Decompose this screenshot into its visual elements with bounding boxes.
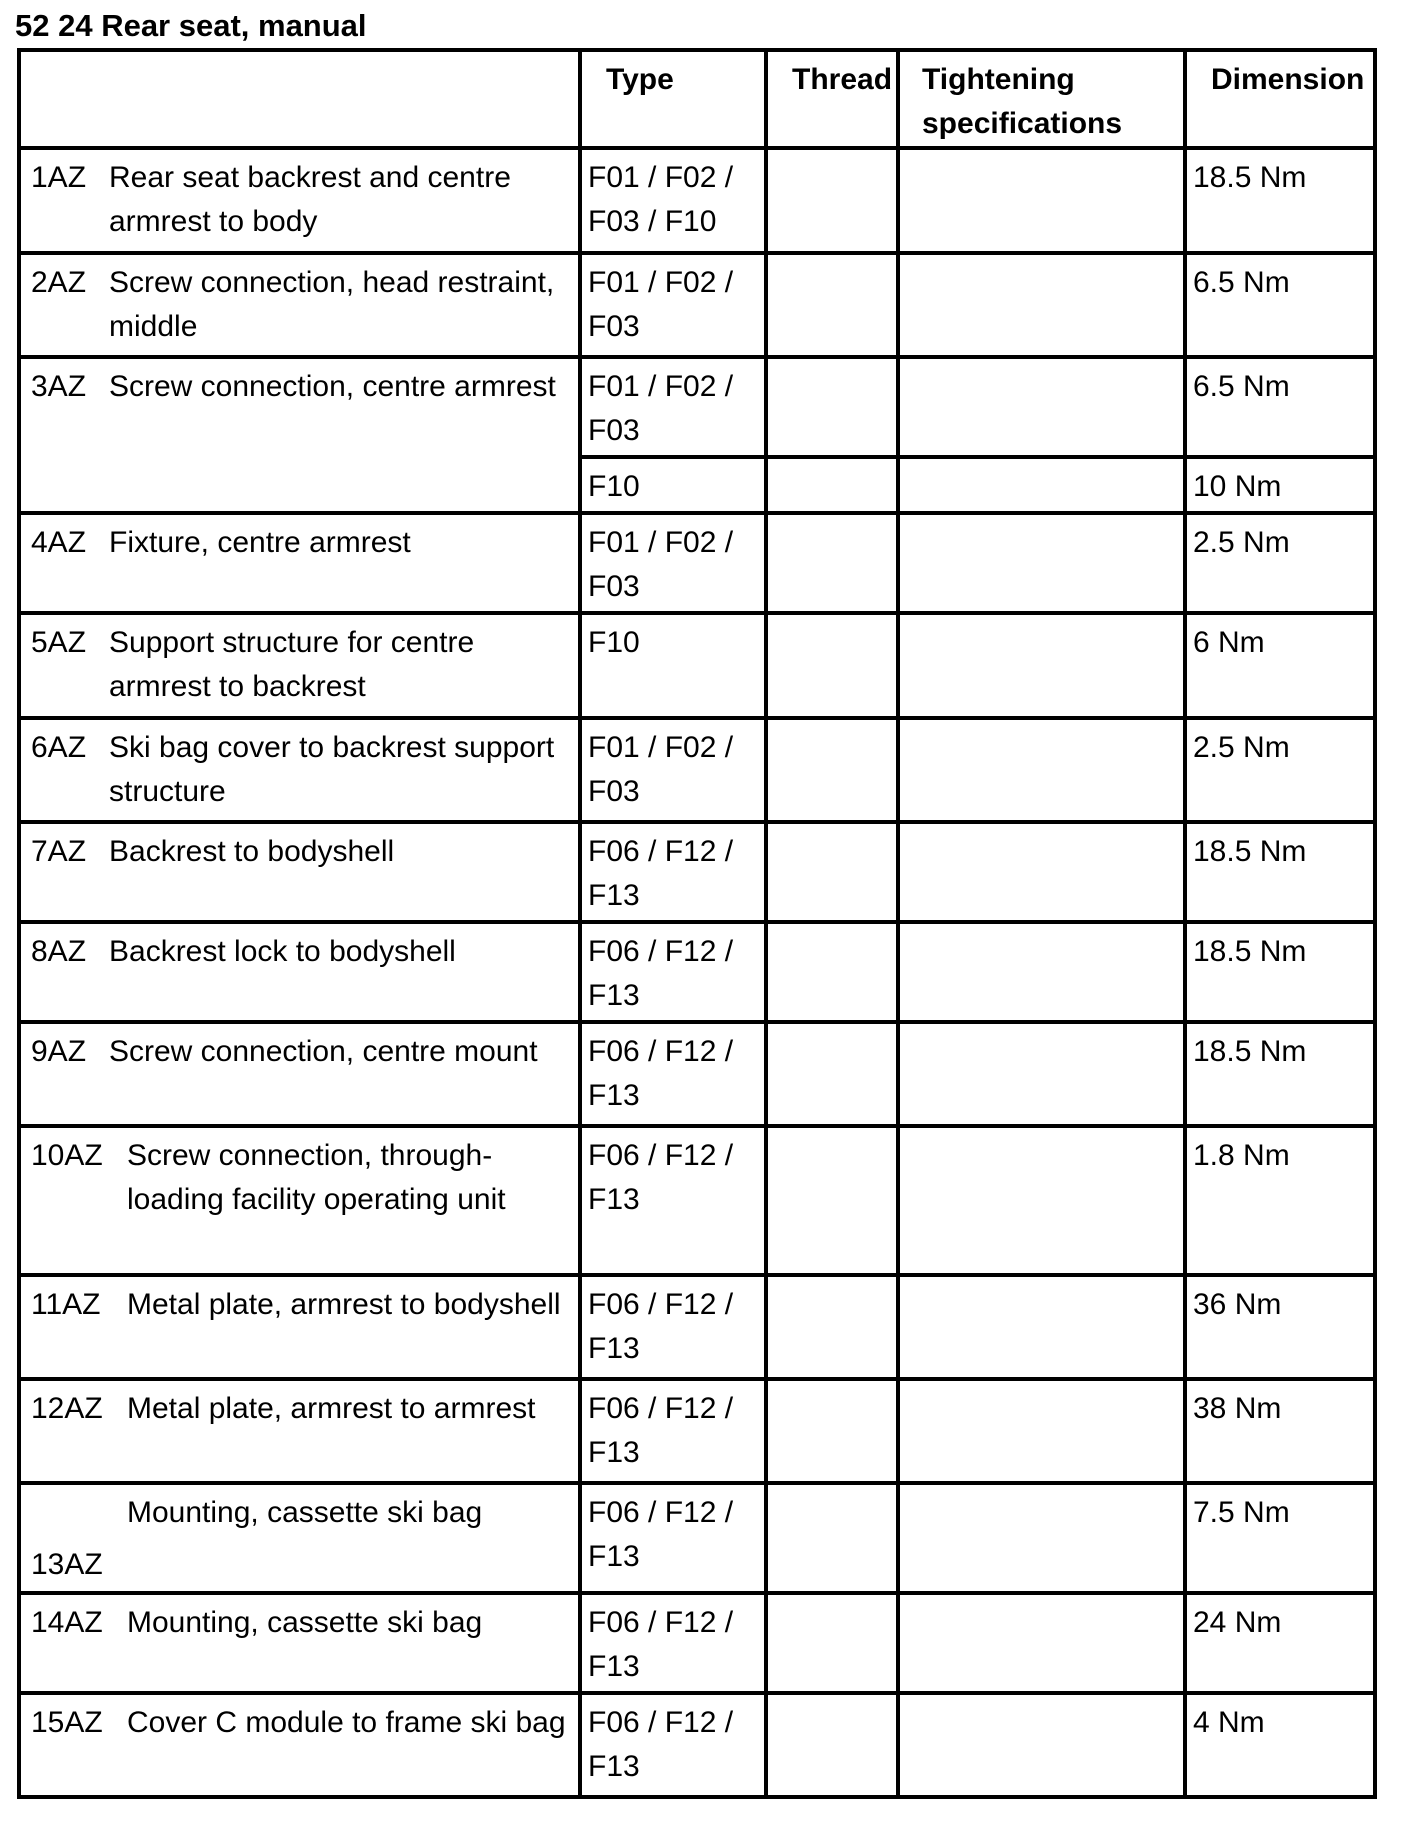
dimension-cell-text: 18.5 Nm	[1193, 161, 1307, 194]
type-cell	[580, 1126, 766, 1275]
type-cell	[580, 1693, 766, 1797]
thread-cell	[766, 253, 898, 357]
dimension-cell	[1185, 1022, 1375, 1126]
type-cell	[580, 357, 766, 457]
dimension-cell-text: 4 Nm	[1193, 1706, 1265, 1739]
item-description: Fixture, centre armrest	[109, 526, 411, 559]
dimension-cell	[1185, 1126, 1375, 1275]
dimension-cell	[1185, 1275, 1375, 1379]
type-cell	[580, 718, 766, 822]
item-code: 2AZ	[31, 266, 87, 299]
item-description: Rear seat backrest and centre armrest to body	[109, 161, 511, 238]
type-cell-text: F06 / F12 / F13	[588, 835, 734, 912]
table-row	[19, 1483, 1375, 1593]
item-cell	[19, 1483, 580, 1593]
item-code: 15AZ	[31, 1706, 103, 1739]
dimension-cell-text: 2.5 Nm	[1193, 731, 1290, 764]
thread-cell	[766, 513, 898, 613]
item-description: Mounting, cassette ski bag	[127, 1606, 483, 1639]
item-cell	[19, 1022, 580, 1126]
dimension-cell-text: 18.5 Nm	[1193, 935, 1307, 968]
thread-cell	[766, 1483, 898, 1593]
dimension-cell	[1185, 1483, 1375, 1593]
dimension-cell-text: 6.5 Nm	[1193, 370, 1290, 403]
header-type	[580, 50, 766, 148]
item-description: Cover C module to frame ski bag	[127, 1706, 566, 1739]
type-cell	[580, 457, 766, 513]
thread-cell	[766, 1022, 898, 1126]
item-code: 6AZ	[31, 731, 87, 764]
table-row	[19, 1379, 1375, 1483]
type-cell	[580, 148, 766, 253]
item-code: 10AZ	[31, 1139, 103, 1172]
dimension-cell-text: 6 Nm	[1193, 626, 1265, 659]
item-code: 12AZ	[31, 1392, 103, 1425]
item-code: 9AZ	[31, 1035, 87, 1068]
table-row	[19, 253, 1375, 357]
tightening-cell	[898, 148, 1185, 253]
page-title: 52 24 Rear seat, manual	[15, 8, 367, 43]
dimension-cell	[1185, 457, 1375, 513]
type-cell-text: F06 / F12 / F13	[588, 1139, 734, 1216]
type-cell-text: F01 / F02 / F03	[588, 731, 734, 808]
thread-cell	[766, 822, 898, 922]
dimension-cell-text: 36 Nm	[1193, 1288, 1282, 1321]
item-cell	[19, 822, 580, 922]
type-cell-text: F06 / F12 / F13	[588, 1606, 734, 1683]
item-cell	[19, 718, 580, 822]
table-row	[19, 357, 1375, 457]
dimension-cell	[1185, 613, 1375, 718]
dimension-cell-text: 18.5 Nm	[1193, 1035, 1307, 1068]
tightening-cell	[898, 1275, 1185, 1379]
dimension-cell-text: 10 Nm	[1193, 470, 1282, 503]
table-row	[19, 148, 1375, 253]
item-cell	[19, 1126, 580, 1275]
table-body	[19, 148, 1375, 1797]
dimension-cell-text: 18.5 Nm	[1193, 835, 1307, 868]
dimension-cell	[1185, 148, 1375, 253]
item-cell	[19, 253, 580, 357]
item-code: 7AZ	[31, 835, 87, 868]
type-cell	[580, 922, 766, 1022]
type-cell-text: F06 / F12 / F13	[588, 1035, 734, 1112]
tightening-cell	[898, 1379, 1185, 1483]
thread-cell	[766, 148, 898, 253]
tightening-cell	[898, 613, 1185, 718]
tightening-cell	[898, 822, 1185, 922]
dimension-cell	[1185, 822, 1375, 922]
item-cell	[19, 513, 580, 613]
type-cell	[580, 513, 766, 613]
spec-table	[17, 48, 1377, 1799]
type-cell-text: F06 / F12 / F13	[588, 1392, 734, 1469]
thread-cell	[766, 718, 898, 822]
item-description: Support structure for centre armrest to backrest	[109, 626, 475, 703]
item-description: Screw connection, through-loading facility operating unit	[127, 1139, 506, 1216]
thread-cell	[766, 1126, 898, 1275]
header-dimension	[1185, 50, 1375, 148]
dimension-cell	[1185, 1693, 1375, 1797]
item-cell	[19, 922, 580, 1022]
type-cell-text: F06 / F12 / F13	[588, 1288, 734, 1365]
type-cell	[580, 1593, 766, 1693]
header-thread	[766, 50, 898, 148]
tightening-cell	[898, 1126, 1185, 1275]
type-cell	[580, 822, 766, 922]
dimension-cell-text: 1.8 Nm	[1193, 1139, 1290, 1172]
thread-cell	[766, 1275, 898, 1379]
thread-cell	[766, 357, 898, 457]
item-code: 8AZ	[31, 935, 87, 968]
header-dimension-label: Dimension	[1211, 63, 1365, 96]
thread-cell	[766, 922, 898, 1022]
tightening-cell	[898, 357, 1185, 457]
item-code: 3AZ	[31, 370, 87, 403]
table-row	[19, 1593, 1375, 1693]
item-code: 4AZ	[31, 526, 87, 559]
item-code: 11AZ	[31, 1288, 101, 1321]
thread-cell	[766, 1693, 898, 1797]
item-cell	[19, 148, 580, 253]
tightening-cell	[898, 513, 1185, 613]
tightening-cell	[898, 457, 1185, 513]
dimension-cell	[1185, 1379, 1375, 1483]
dimension-cell	[1185, 513, 1375, 613]
tightening-cell	[898, 1483, 1185, 1593]
thread-cell	[766, 1379, 898, 1483]
item-description: Metal plate, armrest to bodyshell	[127, 1288, 561, 1321]
table-row	[19, 1022, 1375, 1126]
item-description: Screw connection, centre mount	[109, 1035, 538, 1068]
item-code: 13AZ	[31, 1548, 103, 1581]
thread-cell	[766, 457, 898, 513]
item-description: Screw connection, centre armrest	[109, 370, 556, 403]
type-cell	[580, 1483, 766, 1593]
table-row	[19, 613, 1375, 718]
item-cell	[19, 1275, 580, 1379]
dimension-cell	[1185, 253, 1375, 357]
item-description: Ski bag cover to backrest support structure	[109, 731, 555, 808]
type-cell-text: F01 / F02 / F03	[588, 266, 734, 343]
type-cell	[580, 1379, 766, 1483]
thread-cell	[766, 613, 898, 718]
dimension-cell-text: 2.5 Nm	[1193, 526, 1290, 559]
table-row	[19, 718, 1375, 822]
dimension-cell-text: 38 Nm	[1193, 1392, 1282, 1425]
type-cell	[580, 613, 766, 718]
tightening-cell	[898, 253, 1185, 357]
item-description: Mounting, cassette ski bag	[127, 1496, 483, 1529]
tightening-cell	[898, 1022, 1185, 1126]
table-row	[19, 1126, 1375, 1275]
tightening-cell	[898, 922, 1185, 1022]
tightening-cell	[898, 1593, 1185, 1693]
header-thread-label: Thread	[792, 63, 893, 96]
table-row	[19, 922, 1375, 1022]
type-cell-text: F01 / F02 / F03 / F10	[588, 161, 734, 238]
table-row	[19, 1693, 1375, 1797]
item-cell	[19, 357, 580, 513]
type-cell	[580, 1022, 766, 1126]
table-row	[19, 822, 1375, 922]
header-tightening	[898, 50, 1185, 148]
type-cell-text: F01 / F02 / F03	[588, 526, 734, 603]
item-description: Metal plate, armrest to armrest	[127, 1392, 536, 1425]
dimension-cell	[1185, 1593, 1375, 1693]
item-cell	[19, 1693, 580, 1797]
tightening-cell	[898, 718, 1185, 822]
dimension-cell-text: 7.5 Nm	[1193, 1496, 1290, 1529]
table-row	[19, 1275, 1375, 1379]
item-description: Backrest to bodyshell	[109, 835, 395, 868]
table-row	[19, 513, 1375, 613]
type-cell-text: F10	[588, 470, 640, 503]
item-code: 1AZ	[31, 161, 87, 194]
item-description: Screw connection, head restraint, middle	[109, 266, 555, 343]
item-cell	[19, 613, 580, 718]
type-cell-text: F06 / F12 / F13	[588, 1706, 734, 1783]
item-cell	[19, 1379, 580, 1483]
item-description: Backrest lock to bodyshell	[109, 935, 456, 968]
dimension-cell	[1185, 922, 1375, 1022]
header-type-label: Type	[606, 63, 674, 96]
header-description	[19, 50, 580, 148]
dimension-cell	[1185, 357, 1375, 457]
thread-cell	[766, 1593, 898, 1693]
dimension-cell	[1185, 718, 1375, 822]
dimension-cell-text: 24 Nm	[1193, 1606, 1282, 1639]
item-code: 14AZ	[31, 1606, 103, 1639]
dimension-cell-text: 6.5 Nm	[1193, 266, 1290, 299]
item-cell	[19, 1593, 580, 1693]
header-tightening-label: Tightening specifications	[922, 63, 1123, 140]
tightening-cell	[898, 1693, 1185, 1797]
type-cell-text: F06 / F12 / F13	[588, 1496, 734, 1573]
type-cell-text: F10	[588, 626, 640, 659]
type-cell	[580, 253, 766, 357]
header-row	[19, 50, 1375, 148]
type-cell-text: F06 / F12 / F13	[588, 935, 734, 1012]
type-cell-text: F01 / F02 / F03	[588, 370, 734, 447]
type-cell	[580, 1275, 766, 1379]
item-code: 5AZ	[31, 626, 87, 659]
